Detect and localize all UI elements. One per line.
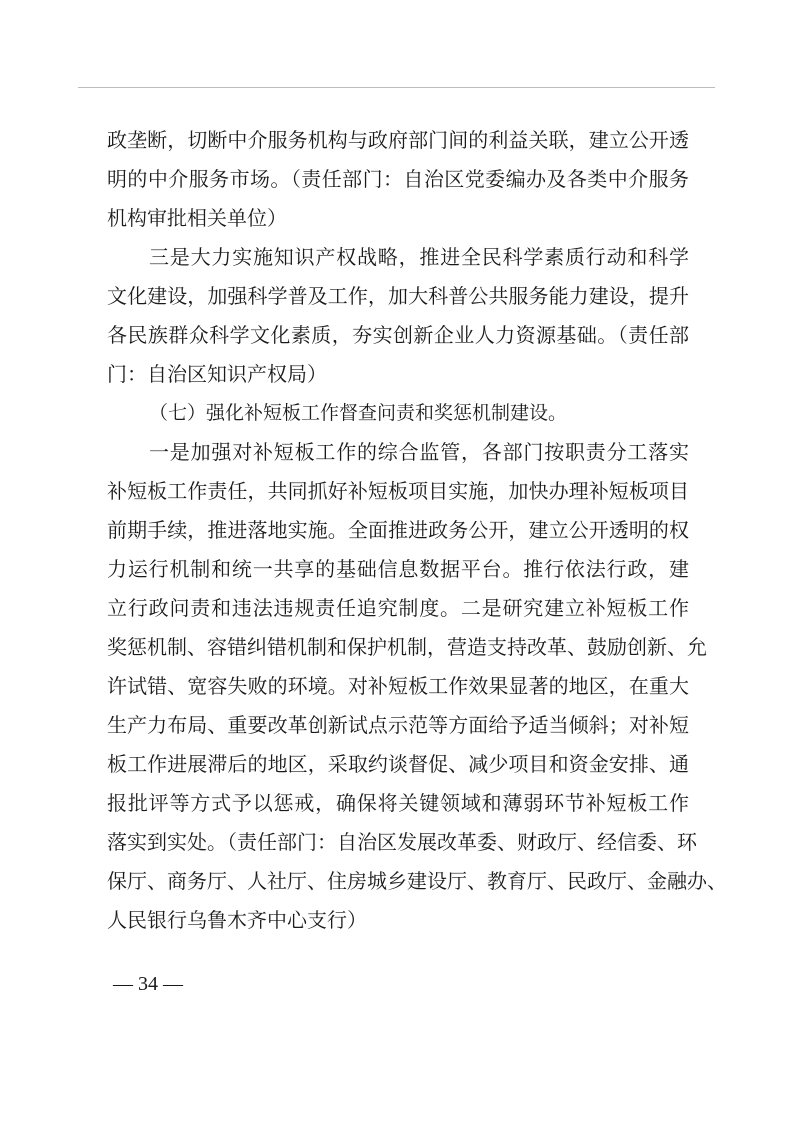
text-line: 明的中介服务市场。（责任部门：自治区党委编办及各类中介服务 (107, 167, 689, 191)
text-line: 机构审批相关单位） (107, 206, 287, 230)
text-line: 门：自治区知识产权局） (107, 362, 327, 386)
text-line: 板工作进展滞后的地区，采取约谈督促、减少项目和资金安排、通 (107, 752, 689, 776)
text-line: 生产力布局、重要改革创新试点示范等方面给予适当倾斜；对补短 (107, 713, 689, 737)
paragraph-first-line: 一是加强对补短板工作的综合监管，各部门按职责分工落实 (149, 440, 689, 464)
text-line: 前期手续，推进落地实施。全面推进政务公开，建立公开透明的权 (107, 518, 689, 542)
text-line: 政垄断，切断中介服务机构与政府部门间的利益关联，建立公开透 (107, 128, 689, 152)
text-line: 各民族群众科学文化素质，夯实创新企业人力资源基础。（责任部 (107, 323, 689, 347)
text-line: 立行政问责和违法违规责任追究制度。二是研究建立补短板工作 (107, 596, 689, 620)
text-line: 保厅、商务厅、人社厅、住房城乡建设厅、教育厅、民政厅、金融办、 (107, 869, 727, 893)
text-line: 人民银行乌鲁木齐中心支行） (107, 908, 367, 932)
section-heading: （七）强化补短板工作督查问责和奖惩机制建设。 (149, 402, 568, 424)
text-line: 许试错、宽容失败的环境。对补短板工作效果显著的地区，在重大 (107, 674, 689, 698)
text-line: 落实到实处。（责任部门：自治区发展改革委、财政厅、经信委、环 (107, 830, 697, 854)
text-line: 补短板工作责任，共同抓好补短板项目实施，加快办理补短板项目 (107, 479, 689, 503)
text-line: 文化建设，加强科学普及工作，加大科普公共服务能力建设，提升 (107, 284, 689, 308)
text-line: 力运行机制和统一共享的基础信息数据平台。推行依法行政，建 (107, 557, 689, 581)
paragraph-first-line: 三是大力实施知识产权战略，推进全民科学素质行动和科学 (149, 245, 689, 269)
text-line: 报批评等方式予以惩戒，确保将关键领域和薄弱环节补短板工作 (107, 791, 689, 815)
text-line: 奖惩机制、容错纠错机制和保护机制，营造支持改革、鼓励创新、允 (107, 635, 707, 659)
header-rule (78, 87, 715, 88)
page-number: — 34 — (113, 973, 183, 995)
